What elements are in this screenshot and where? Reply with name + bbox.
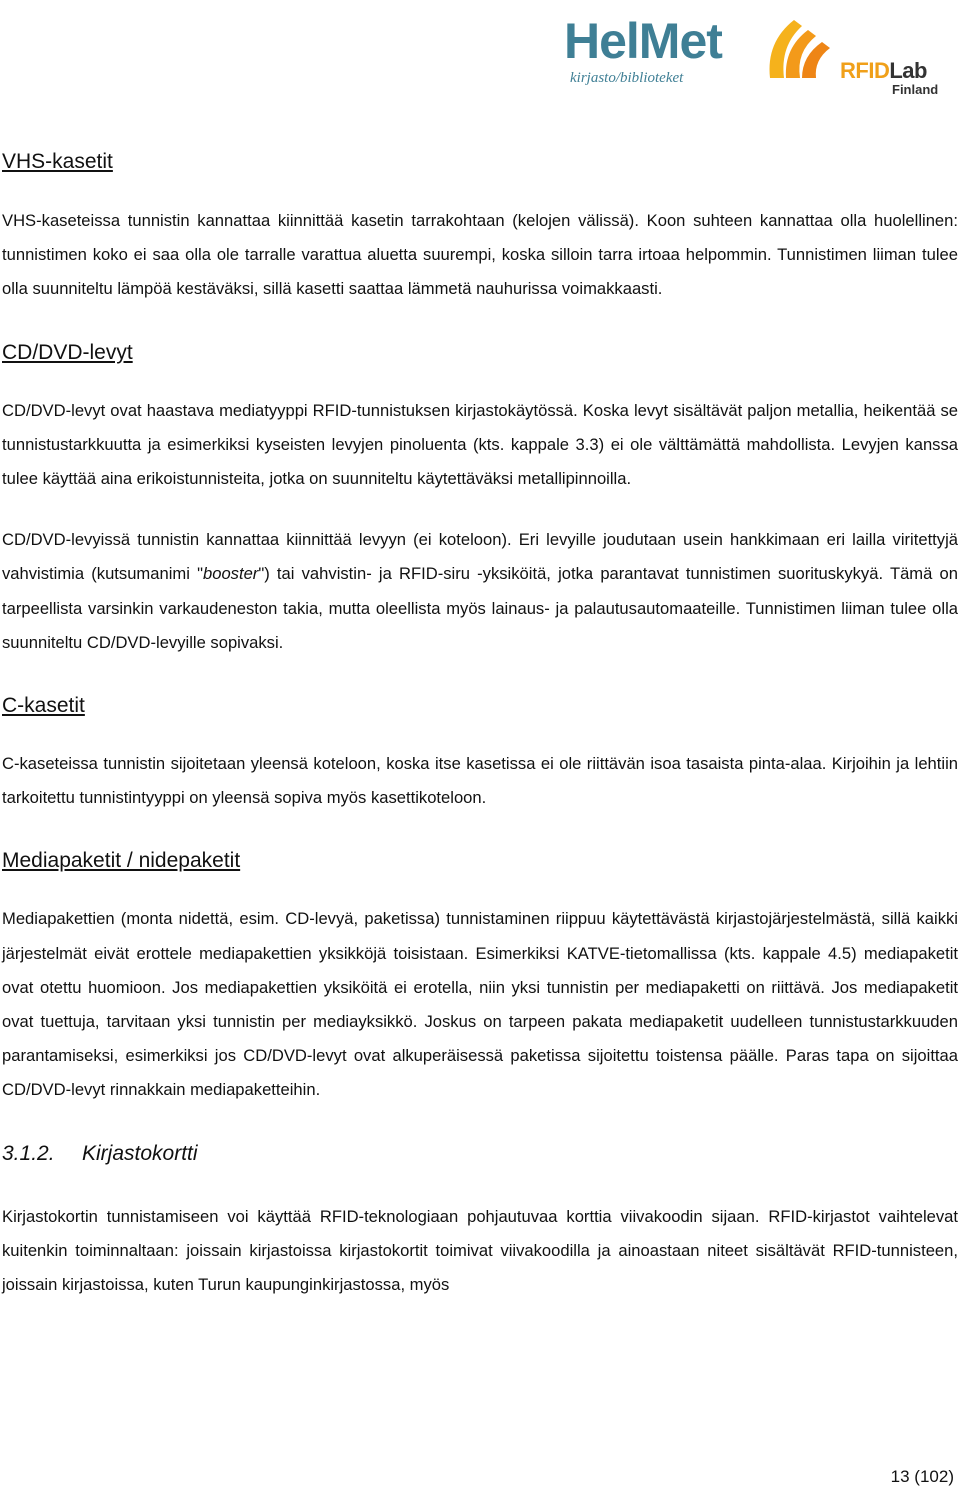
paragraph-c-kasetit: C-kaseteissa tunnistin sijoitetaan yleensä koteloon, koska itse kasetissa ei ole riittävän isoa tasaista pinta-alaa. Kirjoihin ja lehtiin tarkoitettu tunnistintyyppi on yleensä sopiva myös kasettikoteloon.: [2, 754, 958, 808]
subsection-number: 3.1.2.: [2, 1141, 55, 1165]
paragraph-mediapaketit: Mediapakettien (monta nidettä, esim. CD-levyä, paketissa) tunnistaminen riippuu käytettävästä kirjastojärjestelmästä, sillä kaikki järjestelmät eivät erottele mediapakettien yksikköjä toisistaan. Esimerkiksi KATVE-tietomallissa (kts. kappale 4.5) mediapaketit ovat otettu huomioon. Jos mediapakettien yksiköitä ei erotella, niin yksi tunnistin per mediapaketti on riittävä. Jos mediapaketit ovat tuettuja, tarvitaan yksi tunnistin per mediayksikkö. Joskus on tarpeen pakata mediapaketit uudelleen tunnistustarkkuuden parantamiseksi, esimerkiksi jos CD/DVD-levyt ovat alkuperäisessä paketissa sijoitettu toistensa päälle. Paras tapa on sijoittaa CD/DVD-levyt rinnakkain mediapaketteihin.: [2, 909, 958, 1100]
section-heading-mediapaketit: Mediapaketit / nidepaketit: [2, 849, 241, 873]
paragraph-cd-dvd-2: [2, 523, 958, 660]
page-number: 13 (102): [890, 1467, 954, 1486]
paragraph-cd-dvd-1: CD/DVD-levyt ovat haastava mediatyyppi RFID-tunnistuksen kirjastokäytössä. Koska levyt sisältävät paljon metallia, heikentää se tunnistustarkkuutta ja esimerkiksi kyseisten levyjen pinoluenta (kts. kappale 3.3) ei ole välttämättä mahdollista. Levyjen kanssa tulee käyttää aina erikoistunnisteita, jotka on suunniteltu käytettäväksi metallipinnoilla.: [2, 400, 958, 489]
header-logos: [0, 0, 960, 110]
section-heading-vhs: VHS-kasetit: [2, 150, 113, 173]
helmet-logo-subtitle: kirjasto/biblioteket: [570, 70, 684, 86]
paragraph-cd-dvd-2-emphasis: booster: [202, 564, 259, 584]
section-heading-c-kasetit: C-kasetit: [2, 694, 85, 718]
paragraph-vhs: VHS-kaseteissa tunnistin kannattaa kiinnittää kasetin tarrakohtaan (kelojen välissä). Koon suhteen kannattaa olla huolellinen: tunnistimen koko ei saa olla ole tarralle varattua aluetta suurempi, koska silloin tarra irtoaa helpommin. Tunnistimen liiman tulee olla suunniteltu lämpöä kestäväksi, sillä kasetti saattaa lämmetä nauhurissa voimakkaasti.: [2, 211, 958, 299]
rfidlab-logo-lab: Lab: [889, 58, 927, 83]
rfidlab-logo: [764, 12, 948, 100]
helmet-logo-text: HelMet: [564, 13, 722, 69]
rfidlab-logo-country: Finland: [892, 82, 939, 97]
rfidlab-wave-icon: [764, 12, 844, 82]
paragraph-kirjastokortti: Kirjastokortin tunnistamiseen voi käyttää RFID-teknologiaan pohjautuvaa korttia viivakoodin sijaan. RFID-kirjastot vaihtelevat kuitenkin toiminnaltaan: joissain kirjastoissa kirjastokortit toimivat viivakoodilla ja ainoastaan niteet sisältävät RFID-tunnisteen, joissain kirjastoissa, kuten Turun kaupunginkirjastossa, myös: [2, 1206, 958, 1295]
subsection-heading-kirjastokortti: [2, 1140, 958, 1168]
paragraph-cd-dvd-2-part1: CD/DVD-levyissä tunnistin kannattaa kiinnittää levyyn (ei koteloon). Eri levyille joudutaan usein hankkimaan eri lailla viritettyjä vahvistimia (kutsumanimi ": [2, 530, 958, 584]
document-body: [2, 140, 958, 1302]
rfidlab-logo-text: [840, 58, 927, 84]
rfidlab-logo-rfid: RFID: [840, 58, 890, 83]
subsection-title: Kirjastokortti: [82, 1141, 198, 1165]
section-heading-cd-dvd: CD/DVD-levyt: [2, 340, 133, 364]
paragraph-cd-dvd-2-part2: ") tai vahvistin- ja RFID-siru -yksiköitä, jotka parantavat tunnistimen suorituskykyä. Tämä on tarpeellista varsinkin varkaudeneston takia, mutta oleellista myös lainaus- ja palautusautomaateille. Tunnistimen liiman tulee olla suunniteltu CD/DVD-levyille sopivaksi.: [2, 564, 958, 652]
helmet-logo: [556, 8, 736, 103]
